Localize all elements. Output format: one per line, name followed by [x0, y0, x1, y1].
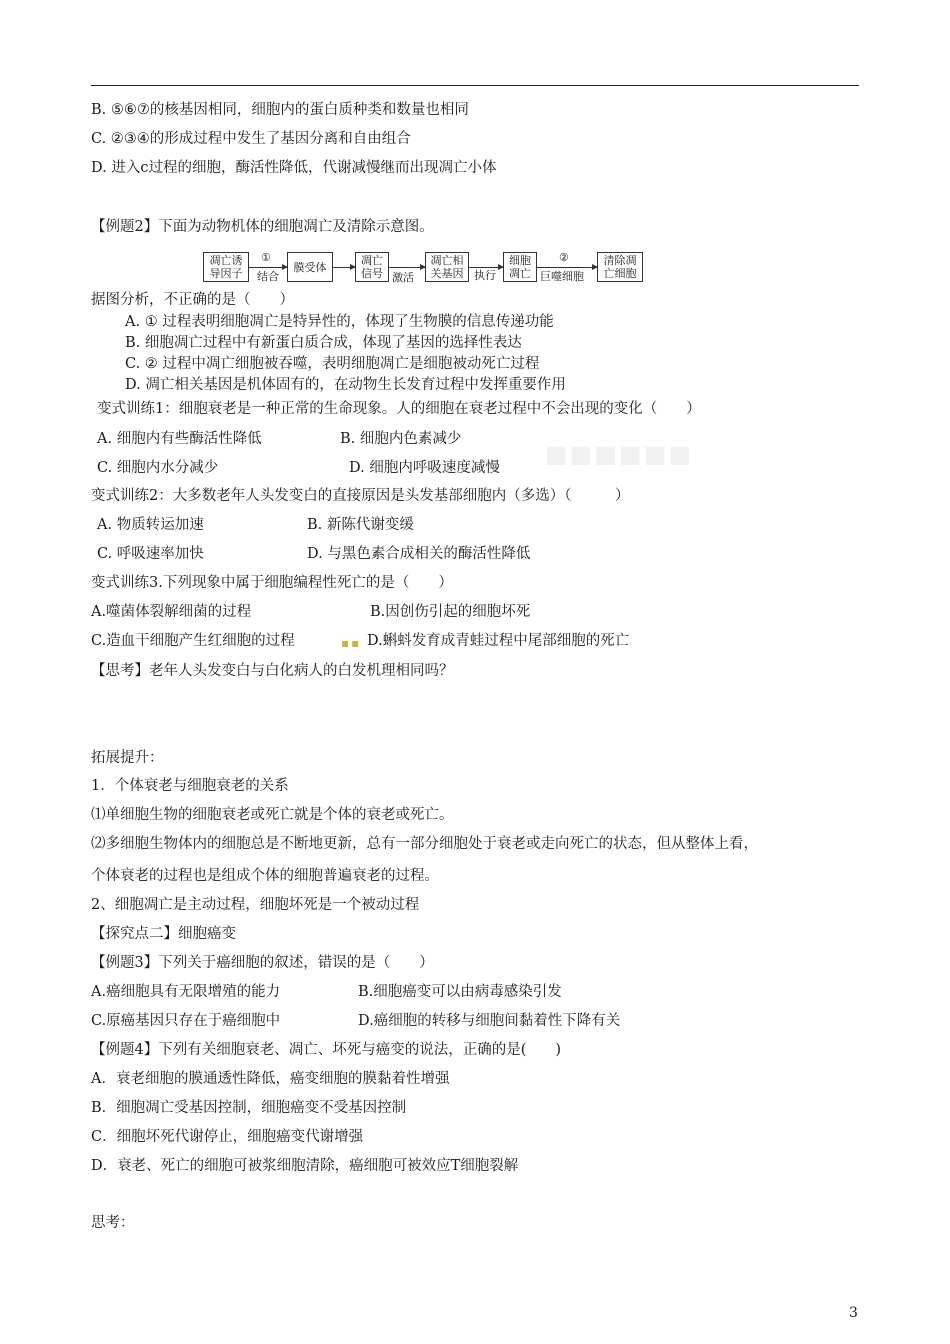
page-number: 3 — [849, 1305, 858, 1321]
example3-option-c: C.原癌基因只存在于癌细胞中 — [91, 1013, 281, 1029]
training3-option-c: C.造血干细胞产生红细胞的过程 — [91, 633, 295, 649]
example3-question: 【例题3】下列关于癌细胞的叙述，错误的是（ ） — [91, 955, 434, 971]
example4-option-d: D．衰老、死亡的细胞可被浆细胞清除，癌细胞可被效应T细胞裂解 — [91, 1158, 519, 1174]
flow-arrow-1 — [249, 267, 287, 268]
training1-question: 变式训练1：细胞衰老是一种正常的生命现象。人的细胞在衰老过程中不会出现的变化（ ） — [97, 401, 701, 417]
think-question-2: 思考： — [91, 1215, 135, 1231]
flow-arrow-1-top: ① — [261, 251, 271, 264]
extension-sub-2-line-2: 个体衰老的过程也是组成个体的细胞普遍衰老的过程。 — [91, 868, 439, 884]
flow-arrow-1-bottom: 结合 — [257, 270, 279, 283]
flow-arrow-5 — [537, 267, 597, 268]
flow-box-signal: 凋亡 信号 — [355, 252, 389, 282]
flow-arrow-3 — [389, 267, 425, 268]
example2-option-b: B. 细胞凋亡过程中有新蛋白质合成，体现了基因的选择性表达 — [125, 335, 522, 351]
example2-option-a: A. ① 过程表明细胞凋亡是特异性的，体现了生物膜的信息传递功能 — [125, 314, 554, 330]
training2-question: 变式训练2：大多数老年人头发变白的直接原因是头发基部细胞内（多选）（ ） — [91, 488, 630, 504]
decorative-dots: ▪▪ — [341, 636, 362, 650]
example4-question: 【例题4】下列有关细胞衰老、凋亡、坏死与癌变的说法，正确的是( ) — [91, 1042, 562, 1058]
option-b: B. ⑤⑥⑦的核基因相同，细胞内的蛋白质种类和数量也相同 — [91, 102, 469, 118]
training1-option-d: D. 细胞内呼吸速度减慢 — [349, 460, 500, 476]
example2-option-c: C. ② 过程中凋亡细胞被吞噬，表明细胞凋亡是细胞被动死亡过程 — [125, 356, 540, 372]
training2-option-b: B. 新陈代谢变缓 — [307, 517, 414, 533]
extension-sub-2-line-1: ⑵多细胞生物体内的细胞总是不断地更新，总有一部分细胞处于衰老或走向死亡的状态，但从整体上看， — [91, 836, 758, 852]
apoptosis-flow-diagram — [203, 250, 643, 286]
extension-item-1: 1．个体衰老与细胞衰老的关系 — [91, 778, 289, 794]
flow-box-genes: 凋亡相 关基因 — [425, 252, 469, 282]
example3-option-a: A.癌细胞具有无限增殖的能力 — [91, 984, 281, 1000]
example4-option-a: A．衰老细胞的膜通透性降低，癌变细胞的膜黏着性增强 — [91, 1071, 450, 1087]
watermark: ■■■■■■ — [545, 440, 694, 468]
flow-arrow-2 — [333, 267, 355, 268]
training3-option-d: D.蝌蚪发育成青蛙过程中尾部细胞的死亡 — [367, 633, 630, 649]
training3-option-b: B.因创伤引起的细胞坏死 — [370, 604, 531, 620]
training1-option-c: C. 细胞内水分减少 — [97, 460, 219, 476]
extension-sub-1: ⑴单细胞生物的细胞衰老或死亡就是个体的衰老或死亡。 — [91, 807, 454, 823]
example2-question: 据图分析，不正确的是（ ） — [91, 292, 294, 308]
flow-box-receptor: 膜受体 — [287, 252, 333, 282]
flow-arrow-5-bottom: 巨噬细胞 — [540, 270, 584, 283]
training1-option-b: B. 细胞内色素减少 — [340, 431, 462, 447]
example4-option-b: B．细胞凋亡受基因控制，细胞癌变不受基因控制 — [91, 1100, 407, 1116]
extension-heading: 拓展提升： — [91, 750, 164, 766]
example4-option-c: C．细胞坏死代谢停止，细胞癌变代谢增强 — [91, 1129, 364, 1145]
training2-option-a: A. 物质转运加速 — [97, 517, 204, 533]
option-c: C. ②③④的形成过程中发生了基因分离和自由组合 — [91, 131, 411, 147]
training2-option-d: D. 与黑色素合成相关的酶活性降低 — [307, 546, 531, 562]
flow-arrow-3-bottom: 激活 — [392, 271, 414, 284]
flow-box-apoptosis: 细胞 凋亡 — [503, 252, 537, 282]
example3-option-d: D.癌细胞的转移与细胞间黏着性下降有关 — [358, 1013, 621, 1029]
flow-arrow-4-bottom: 执行 — [474, 269, 496, 282]
example2-title: 【例题2】下面为动物机体的细胞凋亡及清除示意图。 — [91, 219, 434, 235]
training3-question: 变式训练3.下列现象中属于细胞编程性死亡的是（ ） — [91, 575, 453, 591]
example3-option-b: B.细胞癌变可以由病毒感染引发 — [358, 984, 562, 1000]
think-question-1: 【思考】老年人头发变白与白化病人的白发机理相同吗？ — [91, 663, 454, 679]
header-rule — [91, 85, 859, 86]
flow-box-inducer: 凋亡诱 导因子 — [203, 252, 249, 282]
exploration-point-2: 【探究点二】细胞癌变 — [91, 926, 236, 942]
training2-option-c: C. 呼吸速率加快 — [97, 546, 204, 562]
flow-arrow-4 — [469, 267, 503, 268]
example2-option-d: D. 凋亡相关基因是机体固有的，在动物生长发育过程中发挥重要作用 — [125, 377, 566, 393]
flow-box-clearance: 清除凋 亡细胞 — [597, 252, 643, 282]
extension-item-2: 2、细胞凋亡是主动过程，细胞坏死是一个被动过程 — [91, 897, 420, 913]
training1-option-a: A. 细胞内有些酶活性降低 — [97, 431, 262, 447]
option-d: D. 进入c过程的细胞，酶活性降低，代谢减慢继而出现凋亡小体 — [91, 160, 497, 176]
flow-arrow-5-top: ② — [559, 251, 569, 264]
training3-option-a: A.噬菌体裂解细菌的过程 — [91, 604, 252, 620]
